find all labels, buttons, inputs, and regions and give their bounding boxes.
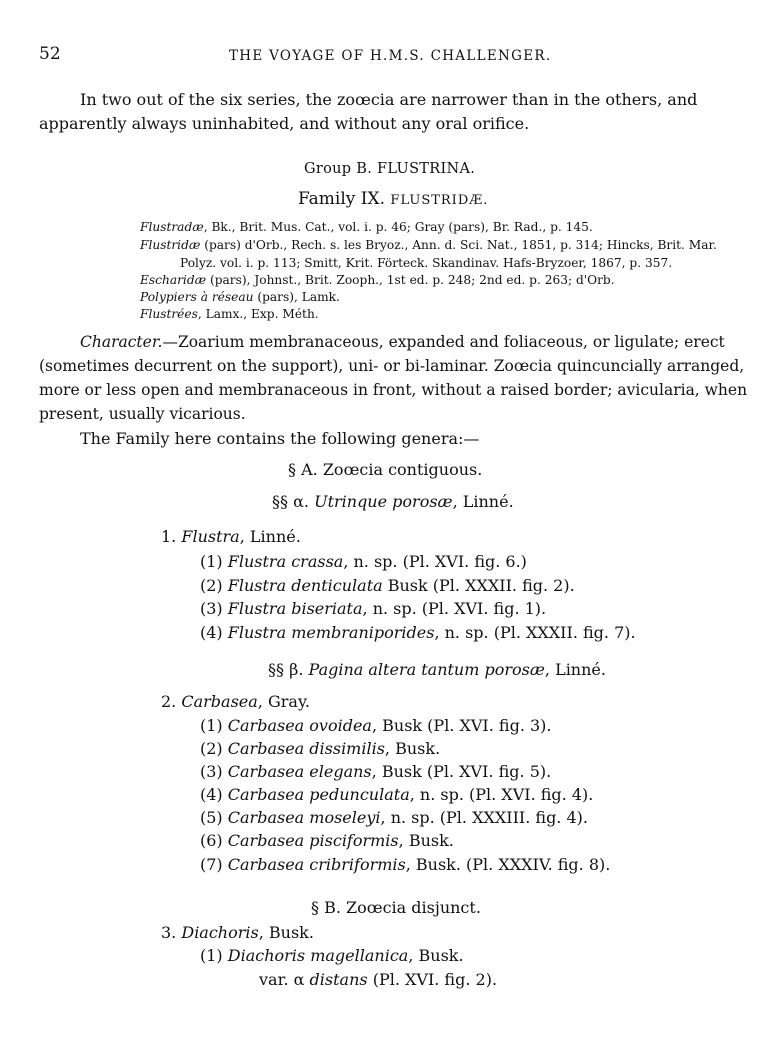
- species-number: (5): [200, 808, 223, 827]
- character-label: Character.: [80, 333, 163, 351]
- species-number: (2): [200, 739, 223, 758]
- species-name: Carbasea dissimilis: [227, 739, 385, 758]
- genus-authority: , Busk.: [258, 923, 314, 942]
- variety-name: distans: [309, 970, 368, 989]
- species-entry: [200, 599, 546, 618]
- species-entry: [200, 946, 464, 965]
- species-citation: , Busk (Pl. XVI. fig. 5).: [371, 762, 552, 781]
- genus-entry: [161, 923, 314, 942]
- species-number: (3): [200, 599, 223, 618]
- synonymy-line: [140, 238, 717, 252]
- species-citation: , n. sp. (Pl. XVI. fig. 4).: [409, 785, 594, 804]
- genus-entry: [161, 527, 301, 546]
- character-line-3: more or less open and membranaceous in front, without a raised border; avicularia, when: [39, 381, 748, 399]
- synonym-name: Flustradæ: [140, 220, 204, 234]
- section-a-heading: § A. Zoœcia contiguous.: [288, 460, 483, 479]
- species-citation: , n. sp. (Pl. XXXIII. fig. 4).: [380, 808, 588, 827]
- family-prefix: Family IX.: [298, 189, 386, 209]
- genus-number: 2.: [161, 692, 177, 711]
- species-entry: [200, 831, 454, 850]
- running-title: THE VOYAGE OF H.M.S. CHALLENGER.: [229, 48, 552, 64]
- subsection-authority: , Linné.: [544, 660, 606, 679]
- species-entry: [200, 623, 636, 642]
- species-entry: [200, 576, 575, 595]
- species-number: (7): [200, 855, 223, 874]
- species-name: Flustra biseriata: [227, 599, 363, 618]
- species-name: Flustra denticulata: [227, 576, 383, 595]
- species-entry: [200, 716, 552, 735]
- family-heading: [298, 189, 488, 209]
- genus-number: 1.: [161, 527, 177, 546]
- intro-line-1: In two out of the six series, the zoœcia are narrower than in the others, and: [80, 90, 698, 109]
- species-citation: Busk (Pl. XXXII. fig. 2).: [382, 576, 575, 595]
- variety-entry: [259, 970, 497, 989]
- page-number: 52: [39, 44, 61, 64]
- intro-line-2: apparently always uninhabited, and without any oral orifice.: [39, 114, 530, 133]
- species-name: Carbasea moseleyi: [227, 808, 381, 827]
- species-name: Flustra crassa: [227, 552, 344, 571]
- character-line-2: (sometimes decurrent on the support), uni- or bi-laminar. Zoœcia quincuncially arranged,: [39, 357, 745, 375]
- species-citation: , n. sp. (Pl. XVI. fig. 6.): [343, 552, 527, 571]
- subsection-label: Pagina altera tantum porosæ: [308, 660, 545, 679]
- subsection-label: Utrinque porosæ: [314, 492, 453, 511]
- synonym-citation: , Lamx., Exp. Méth.: [197, 307, 319, 321]
- genus-name: Carbasea: [181, 692, 258, 711]
- character-text: —Zoarium membranaceous, expanded and foliaceous, or ligulate; erect: [162, 333, 725, 351]
- synonym-citation: (pars) d'Orb., Rech. s. les Bryoz., Ann. d. Sci. Nat., 1851, p. 314; Hincks, Brit. Mar.: [200, 238, 717, 252]
- species-citation: , n. sp. (Pl. XVI. fig. 1).: [362, 599, 547, 618]
- species-number: (4): [200, 785, 223, 804]
- synonym-name: Flustrées: [140, 307, 198, 321]
- synonym-citation: (pars), Lamk.: [253, 290, 340, 304]
- species-name: Diachoris magellanica: [227, 946, 409, 965]
- species-citation: , Busk (Pl. XVI. fig. 3).: [371, 716, 552, 735]
- subsection-authority: , Linné.: [452, 492, 514, 511]
- genus-name: Flustra: [181, 527, 240, 546]
- genus-authority: , Linné.: [239, 527, 301, 546]
- group-heading: Group B. FLUSTRINA.: [304, 161, 476, 177]
- subsection-alpha: [272, 492, 514, 511]
- synonymy-line: [140, 290, 340, 304]
- subsection-beta: [268, 660, 606, 679]
- species-entry: [200, 762, 551, 781]
- species-number: (1): [200, 552, 223, 571]
- synonym-name: Escharidæ: [140, 273, 207, 287]
- species-citation: , Busk.: [384, 739, 441, 758]
- species-citation: , Busk.: [408, 946, 464, 965]
- species-entry: [200, 785, 593, 804]
- species-number: (6): [200, 831, 223, 850]
- species-number: (2): [200, 576, 223, 595]
- genus-name: Diachoris: [181, 923, 259, 942]
- species-number: (3): [200, 762, 223, 781]
- species-name: Carbasea pisciformis: [227, 831, 399, 850]
- section-b-heading: § B. Zoœcia disjunct.: [311, 898, 481, 917]
- species-number: (4): [200, 623, 223, 642]
- synonym-citation: (pars), Johnst., Brit. Zooph., 1st ed. p. 248; 2nd ed. p. 263; d'Orb.: [206, 273, 615, 287]
- subsection-prefix: §§ β.: [268, 660, 304, 679]
- genus-number: 3.: [161, 923, 177, 942]
- species-name: Carbasea ovoidea: [227, 716, 372, 735]
- subsection-prefix: §§ α.: [272, 492, 309, 511]
- synonymy-line: [140, 307, 319, 321]
- species-entry: [200, 552, 527, 571]
- synonymy-line: [140, 220, 593, 234]
- species-citation: , Busk.: [398, 831, 454, 850]
- species-number: (1): [200, 946, 223, 965]
- species-name: Carbasea cribriformis: [227, 855, 406, 874]
- genus-entry: [161, 692, 310, 711]
- species-number: (1): [200, 716, 223, 735]
- variety-citation: (Pl. XVI. fig. 2).: [367, 970, 498, 989]
- species-entry: [200, 808, 588, 827]
- species-entry: [200, 739, 440, 758]
- species-name: Carbasea pedunculata: [227, 785, 410, 804]
- family-contains-line: The Family here contains the following genera:—: [80, 429, 480, 448]
- synonym-citation: , Bk., Brit. Mus. Cat., vol. i. p. 46; Gray (pars), Br. Rad., p. 145.: [203, 220, 593, 234]
- species-name: Carbasea elegans: [227, 762, 372, 781]
- species-name: Flustra membraniporides: [227, 623, 435, 642]
- species-entry: [200, 855, 610, 874]
- variety-prefix: var. α: [259, 970, 305, 989]
- character-line-4: present, usually vicarious.: [39, 405, 246, 423]
- genus-authority: , Gray.: [257, 692, 310, 711]
- character-line-1: [80, 333, 725, 351]
- species-citation: , Busk. (Pl. XXXIV. fig. 8).: [405, 855, 611, 874]
- synonym-name: Polypiers à réseau: [140, 290, 254, 304]
- synonymy-continuation: Polyz. vol. i. p. 113; Smitt, Krit. Förteck. Skandinav. Hafs-Bryzoer, 1867, p. 357.: [180, 256, 673, 270]
- family-name: FLUSTRIDÆ.: [390, 193, 489, 208]
- synonym-name: Flustridæ: [140, 238, 201, 252]
- species-citation: , n. sp. (Pl. XXXII. fig. 7).: [434, 623, 636, 642]
- synonymy-line: [140, 273, 615, 287]
